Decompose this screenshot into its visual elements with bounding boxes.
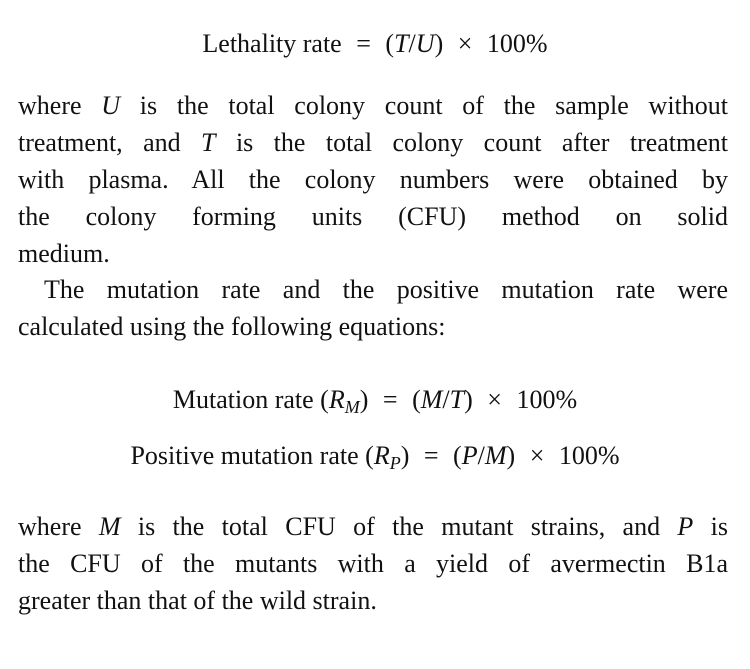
open-paren: (: [385, 29, 395, 58]
mutation-rate-equation: [0, 385, 750, 422]
definition-paragraph-1: [18, 87, 728, 272]
hundred-percent: 100%: [558, 441, 620, 470]
subscript-P: P: [389, 453, 401, 473]
variable-T: T: [201, 128, 216, 157]
variable-M: M: [484, 441, 507, 470]
times-sign: ×: [487, 385, 502, 414]
text-line: [18, 124, 728, 161]
text-span: where: [18, 91, 82, 120]
intro-paragraph-2: [18, 271, 728, 345]
subscript-M: M: [344, 397, 360, 417]
mutation-rate-label: Mutation rate: [172, 385, 314, 414]
equals-sign: =: [382, 385, 398, 414]
positive-mutation-rate-label: Positive mutation rate: [130, 441, 359, 470]
variable-T: T: [449, 385, 465, 414]
text-line: the CFU of the mutants with a yield of avermectin B1a: [18, 549, 728, 578]
text-line: medium.: [18, 239, 110, 268]
variable-P: P: [461, 441, 478, 470]
variable-P: P: [677, 512, 694, 541]
open-paren: (: [320, 385, 329, 414]
definition-paragraph-3: [18, 508, 728, 619]
text-line: the colony forming units (CFU) method on solid: [18, 202, 728, 231]
lethality-rate-equation: [0, 29, 750, 59]
open-paren: (: [453, 441, 462, 470]
equals-sign: =: [423, 441, 439, 470]
close-paren: ): [506, 441, 516, 470]
lethality-rate-label: Lethality rate: [202, 29, 342, 58]
close-paren: ): [434, 29, 444, 58]
slash: /: [442, 385, 450, 414]
close-paren: ): [464, 385, 473, 414]
close-paren: ): [400, 441, 410, 470]
text-span: treatment, and: [18, 128, 181, 157]
variable-T: T: [394, 29, 409, 58]
text-line: calculated using the following equations:: [18, 312, 446, 341]
slash: /: [408, 29, 416, 58]
hundred-percent: 100%: [516, 385, 578, 414]
positive-mutation-rate-equation: [0, 441, 750, 478]
equals-sign: =: [356, 29, 371, 58]
text-line: The mutation rate and the positive mutation rate were: [44, 275, 728, 304]
variable-U: U: [101, 91, 121, 120]
variable-M: M: [98, 512, 121, 541]
open-paren: (: [365, 441, 374, 470]
text-span: is: [710, 512, 728, 541]
text-line: with plasma. All the colony numbers were obtained by: [18, 165, 728, 194]
text-span: where: [18, 512, 82, 541]
open-paren: (: [412, 385, 421, 414]
variable-R: R: [328, 385, 345, 414]
text-span: is the total CFU of the mutant strains, and: [137, 512, 661, 541]
text-span: is the total colony count of the sample without: [139, 91, 728, 120]
hundred-percent: 100%: [486, 29, 548, 58]
text-line: [18, 87, 728, 124]
times-sign: ×: [457, 29, 473, 58]
times-sign: ×: [529, 441, 545, 470]
text-line: greater than that of the wild strain.: [18, 586, 377, 615]
close-paren: ): [359, 385, 369, 414]
text-span: is the total colony count after treatment: [235, 128, 729, 157]
variable-R: R: [373, 441, 390, 470]
variable-M: M: [420, 385, 443, 414]
text-line: [18, 508, 728, 545]
slash: /: [477, 441, 485, 470]
variable-U: U: [415, 29, 435, 58]
